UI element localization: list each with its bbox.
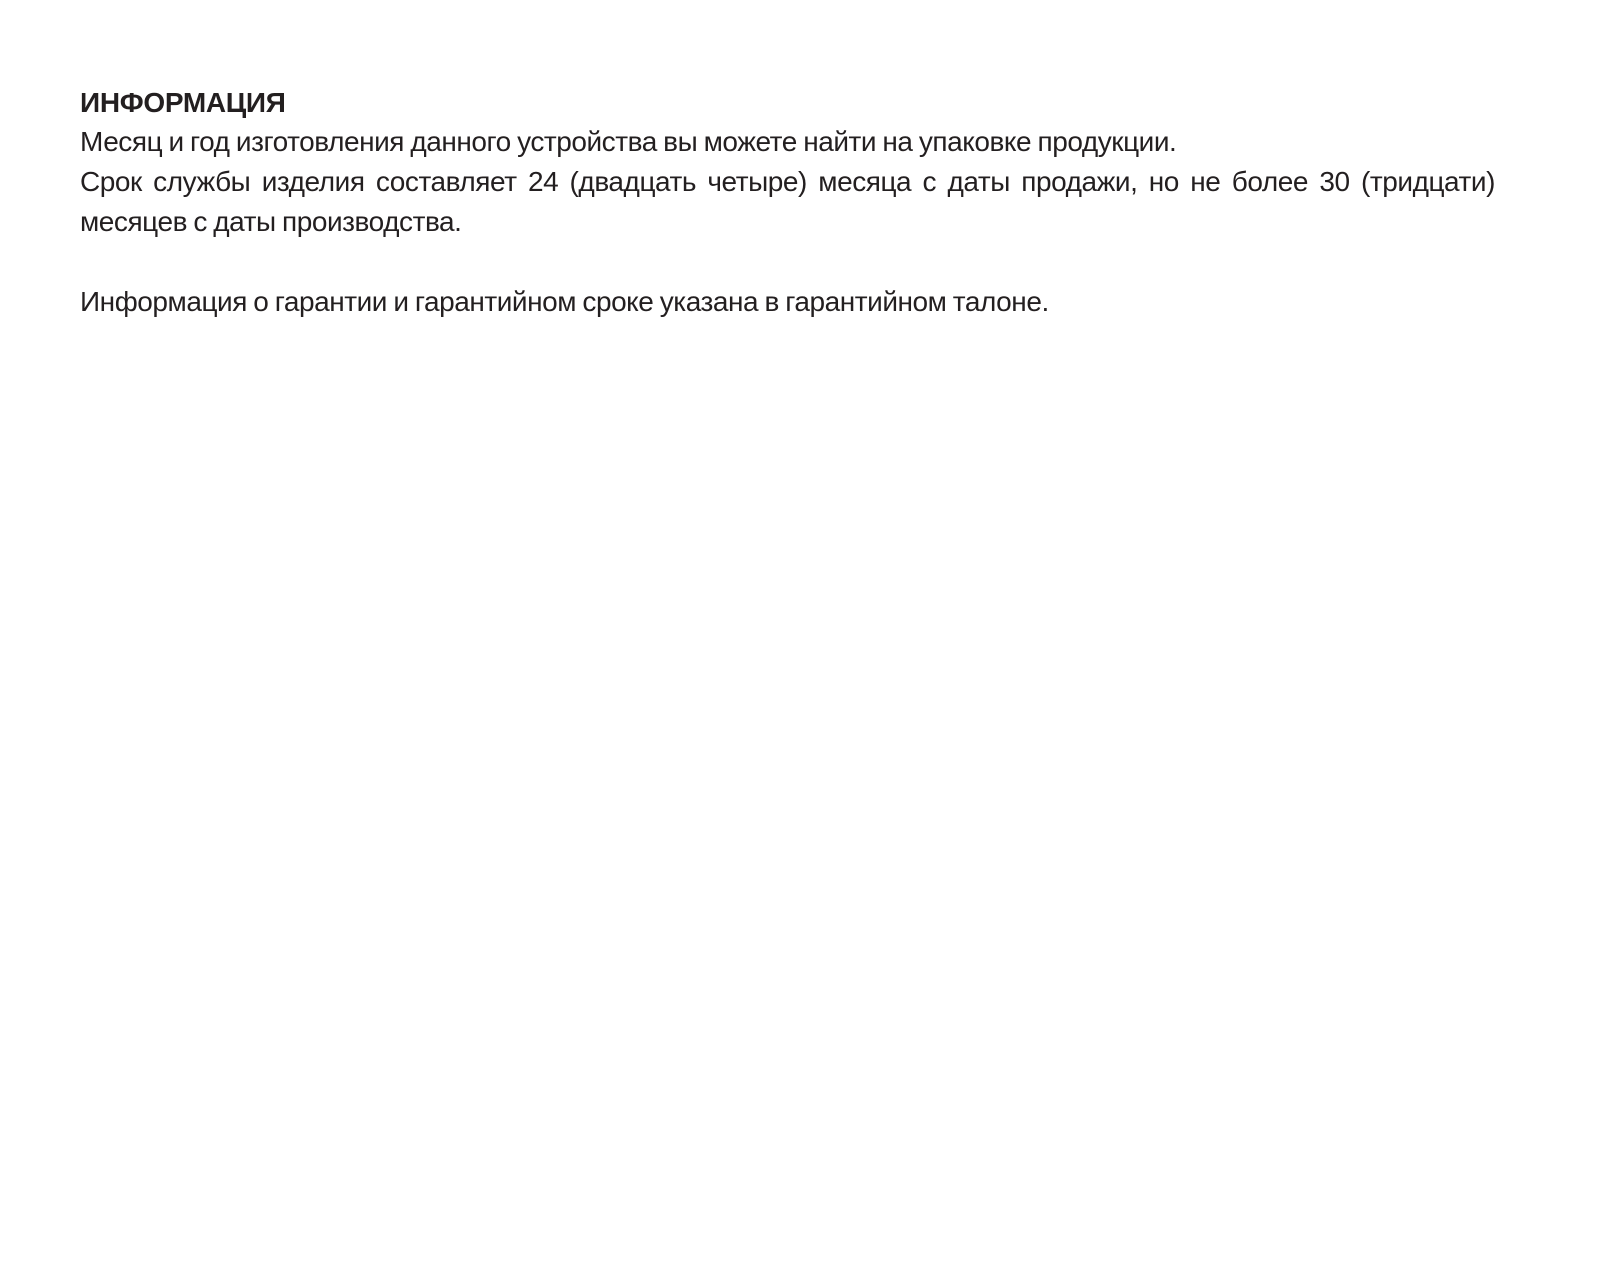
warranty-paragraph: Информация о гарантии и гарантийном сроке указана в гарантийном талоне. [80,286,1049,317]
service-life-paragraph: Срок службы изделия составляет 24 (двадцать четыре) месяца с даты продажи, но не более 30 (тридцати) месяцев с даты производства. [80,166,1495,237]
manufacture-date-paragraph: Месяц и год изготовления данного устройства вы можете найти на упаковке продукции. [80,126,1177,157]
section-heading: ИНФОРМАЦИЯ [80,87,286,118]
document-page [80,84,1495,322]
